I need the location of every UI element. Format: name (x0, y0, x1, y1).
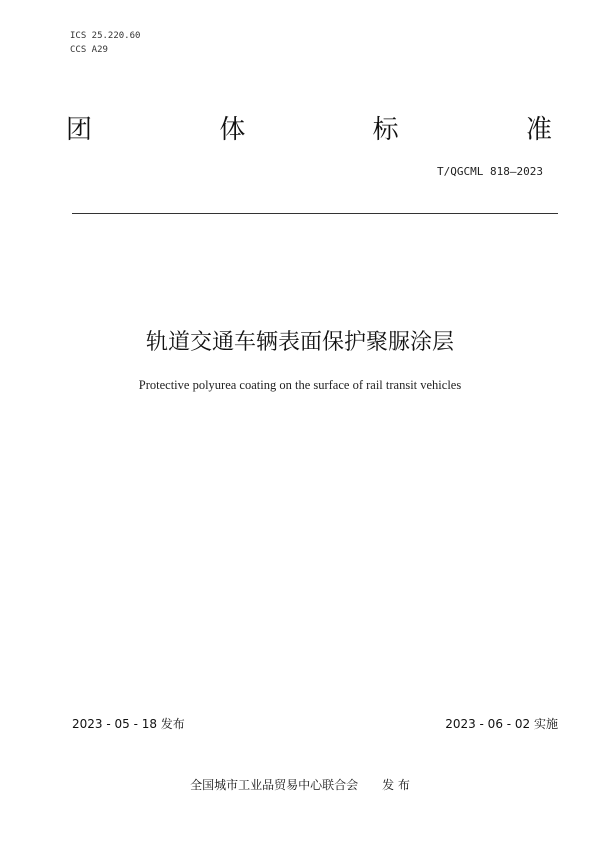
header-divider (72, 213, 558, 214)
ics-code: ICS 25.220.60 (70, 31, 141, 41)
doc-type-char: 标 (372, 115, 399, 145)
classification-codes (70, 29, 140, 57)
doc-type-char: 团 (66, 115, 93, 145)
ccs-code: CCS A29 (70, 45, 108, 55)
doc-type-char: 准 (525, 115, 552, 145)
title-english: Protective polyurea coating on the surface of rail transit vehicles (138, 378, 462, 392)
title-chinese: 轨道交通车辆表面保护聚脲涂层 (145, 330, 454, 355)
implementation-date: 2023 - 06 - 02 实施 (445, 717, 558, 731)
document-type-heading (66, 112, 552, 148)
publisher-action: 发 布 (382, 778, 410, 792)
publisher-name: 全国城市工业品贸易中心联合会 (190, 778, 359, 792)
issue-date: 2023 - 05 - 18 发布 (72, 717, 185, 731)
standard-number: T/QGCML 818—2023 (437, 165, 543, 178)
doc-type-char: 体 (219, 115, 246, 145)
publisher-line (0, 776, 600, 794)
